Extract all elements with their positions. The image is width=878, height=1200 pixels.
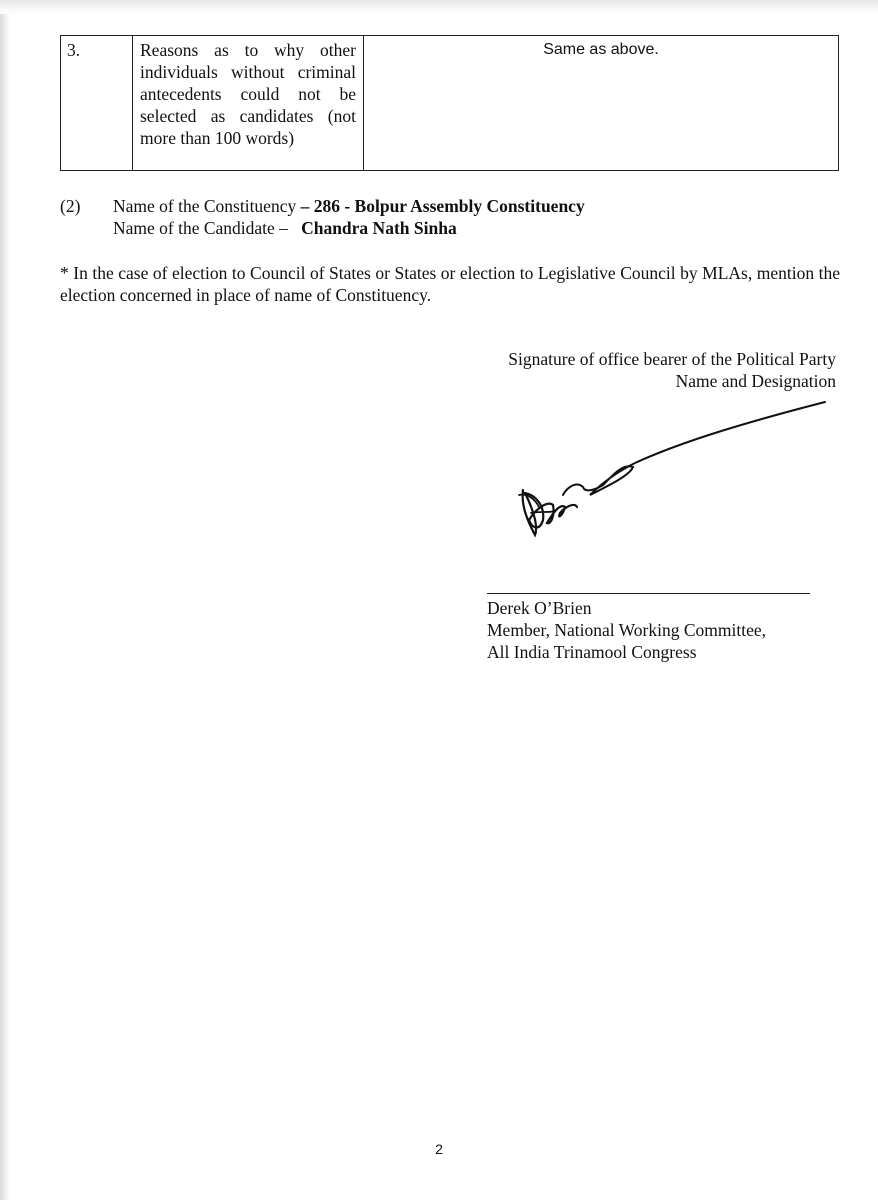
page-top-shadow <box>0 0 878 14</box>
signatory-party: All India Trinamool Congress <box>487 642 697 662</box>
constituency-value: – 286 - Bolpur Assembly Constituency <box>300 196 585 216</box>
constituency-label: Name of the Constituency <box>113 196 297 216</box>
footnote: * In the case of election to Council of States or States or election to Legislative Council by MLAs, mention the election concerned in place of name of Constituency. <box>60 263 840 305</box>
handwritten-signature <box>505 395 835 555</box>
signatory-designation: Member, National Working Committee, <box>487 620 766 640</box>
page-number: 2 <box>435 1141 443 1157</box>
candidate-line <box>113 217 585 239</box>
signatory-details <box>487 597 766 663</box>
signature-caption <box>508 348 836 392</box>
candidate-label: Name of the Candidate – <box>113 218 288 238</box>
signature-caption-line2: Name and Designation <box>675 371 836 391</box>
signature-line <box>487 593 810 594</box>
row-reason: Reasons as to why other individuals without criminal antecedents could not be selected as candidates (not more than 100 words) <box>133 36 364 171</box>
table-row <box>61 36 839 171</box>
reasons-table <box>60 35 839 171</box>
signature-caption-line1: Signature of office bearer of the Political Party <box>508 349 836 369</box>
row-number: 3. <box>61 36 133 171</box>
row-response: Same as above. <box>364 36 839 171</box>
candidate-value: Chandra Nath Sinha <box>301 218 457 238</box>
section-number: (2) <box>60 196 81 216</box>
constituency-line <box>113 195 585 217</box>
signatory-name: Derek O’Brien <box>487 598 592 618</box>
page-edge-shadow <box>0 0 10 1200</box>
